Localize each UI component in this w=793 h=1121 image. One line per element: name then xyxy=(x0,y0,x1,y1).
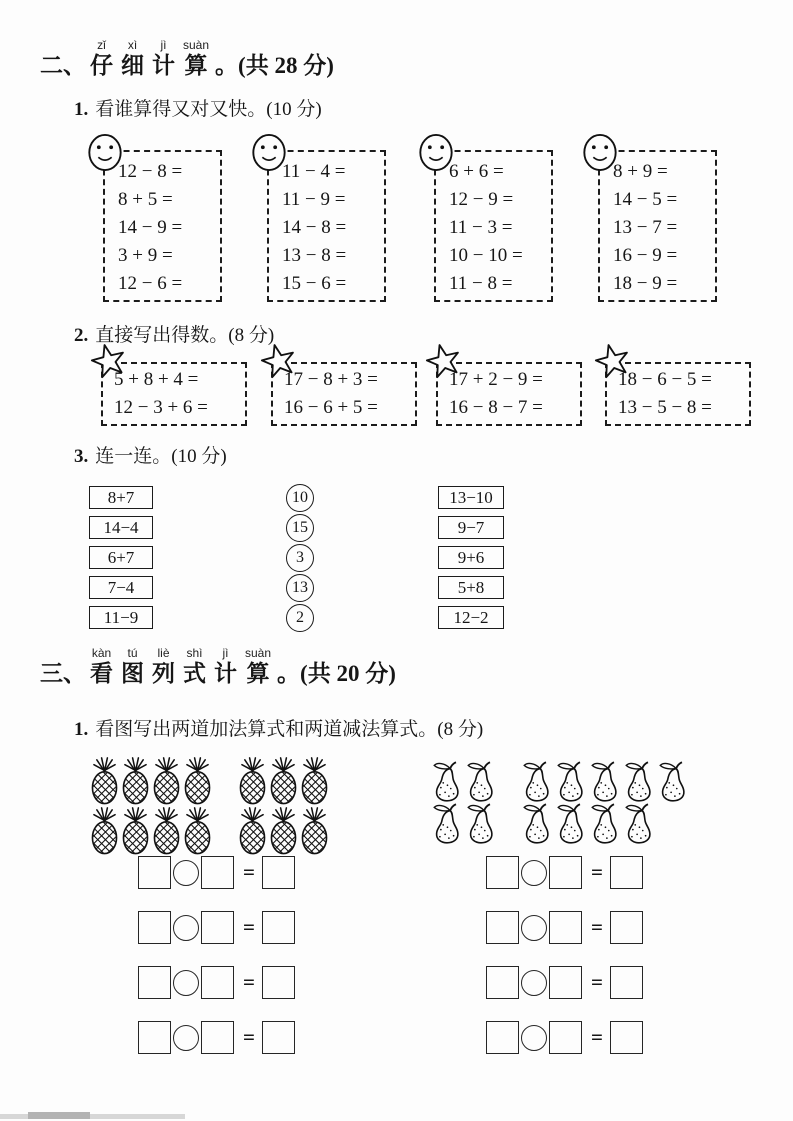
equation-second-number-box[interactable] xyxy=(549,911,582,944)
pinyin-label: liè xyxy=(157,646,170,660)
arithmetic-expression[interactable]: 6 + 6 = xyxy=(449,161,504,182)
section-two-heading xyxy=(40,38,334,79)
equation-answer-box[interactable] xyxy=(610,1021,643,1054)
arithmetic-expression[interactable]: 18 − 9 = xyxy=(613,273,678,294)
section-two-title-word xyxy=(90,38,113,79)
heading-character: 列 xyxy=(152,661,175,686)
pear-icon xyxy=(520,760,554,802)
q2-answer-box-1[interactable] xyxy=(101,362,247,426)
section-two-title-word xyxy=(183,38,209,79)
q2-answer-box-4[interactable] xyxy=(605,362,751,426)
equation-answer-box[interactable] xyxy=(610,966,643,999)
arithmetic-expression[interactable]: 16 − 9 = xyxy=(613,245,678,266)
arithmetic-expression[interactable]: 12 − 8 = xyxy=(118,161,183,182)
pineapple-icon xyxy=(237,756,268,806)
section-two-ordinal: 二、 xyxy=(40,53,86,78)
arithmetic-expression[interactable]: 15 − 6 = xyxy=(282,273,347,294)
equals-sign: = xyxy=(243,1025,255,1049)
pineapple-icon xyxy=(268,806,299,856)
pear-icon xyxy=(554,802,588,844)
equation-row xyxy=(138,856,295,889)
pear-row xyxy=(430,760,498,802)
arithmetic-expression[interactable]: 12 − 9 = xyxy=(449,189,514,210)
smiley-face-icon xyxy=(581,132,619,173)
section-two-title-word xyxy=(121,38,144,79)
heading-character: 看 xyxy=(90,661,113,686)
equation-operator-circle[interactable] xyxy=(521,915,547,941)
arithmetic-expression[interactable]: 8 + 5 = xyxy=(118,189,173,210)
arithmetic-expression[interactable]: 16 − 6 + 5 = xyxy=(284,397,378,418)
equation-row xyxy=(138,1021,295,1054)
equation-first-number-box[interactable] xyxy=(138,966,171,999)
section-three-title-word xyxy=(245,646,271,687)
q1-number: 1. xyxy=(74,99,89,120)
heading-character: 计 xyxy=(214,661,237,686)
pear-icon xyxy=(588,760,622,802)
star-icon xyxy=(593,341,632,381)
q2-answer-box-3[interactable] xyxy=(436,362,582,426)
pinyin-label: jì xyxy=(160,38,167,52)
pineapple-icon xyxy=(237,806,268,856)
pineapple-row xyxy=(89,756,213,806)
arithmetic-expression[interactable]: 14 − 5 = xyxy=(613,189,678,210)
q1-answer-box-4[interactable] xyxy=(598,150,717,302)
match-expression-box[interactable]: 8+7 xyxy=(89,486,153,509)
arithmetic-expression[interactable]: 8 + 9 = xyxy=(613,161,668,182)
pear-equations-column xyxy=(486,856,643,1054)
q1-answer-box-2[interactable] xyxy=(267,150,386,302)
section-three-points: 。(共 20 分) xyxy=(277,661,396,686)
equation-second-number-box[interactable] xyxy=(201,911,234,944)
section3-q1-text: 看图写出两道加法算式和两道减法算式。(8 分) xyxy=(95,719,484,740)
equation-first-number-box[interactable] xyxy=(486,856,519,889)
pinyin-label: jì xyxy=(222,646,229,660)
equation-second-number-box[interactable] xyxy=(549,966,582,999)
arithmetic-expression[interactable]: 11 − 8 = xyxy=(449,273,513,294)
equation-operator-circle[interactable] xyxy=(521,970,547,996)
pineapple-icon xyxy=(151,756,182,806)
match-expression-box[interactable]: 14−4 xyxy=(89,516,153,539)
equation-operator-circle[interactable] xyxy=(521,860,547,886)
equation-operator-circle[interactable] xyxy=(521,1025,547,1051)
equation-operator-circle[interactable] xyxy=(173,860,199,886)
equation-first-number-box[interactable] xyxy=(486,911,519,944)
pear-icon xyxy=(622,760,656,802)
equation-second-number-box[interactable] xyxy=(201,966,234,999)
pineapple-icon xyxy=(89,756,120,806)
equation-row xyxy=(486,856,643,889)
pear-row xyxy=(520,802,690,844)
equation-operator-circle[interactable] xyxy=(173,915,199,941)
arithmetic-expression[interactable]: 12 − 3 + 6 = xyxy=(114,397,208,418)
match-middle-column xyxy=(286,484,314,632)
arithmetic-expression[interactable]: 11 − 3 = xyxy=(449,217,513,238)
match-expression-box[interactable]: 7−4 xyxy=(89,576,153,599)
star-icon xyxy=(89,341,128,381)
equation-answer-box[interactable] xyxy=(262,911,295,944)
pineapple-icon xyxy=(120,756,151,806)
equals-sign: = xyxy=(243,970,255,994)
arithmetic-expression[interactable]: 12 − 6 = xyxy=(118,273,183,294)
equation-second-number-box[interactable] xyxy=(201,856,234,889)
heading-character: 计 xyxy=(152,53,175,78)
pineapple-equations-column xyxy=(138,856,295,1054)
match-number-circle[interactable]: 2 xyxy=(286,604,314,632)
equation-first-number-box[interactable] xyxy=(138,911,171,944)
q3-number: 3. xyxy=(74,446,89,467)
match-expression-box[interactable]: 9−7 xyxy=(438,516,504,539)
heading-character: 算 xyxy=(184,53,208,78)
q1-answer-box-1[interactable] xyxy=(103,150,222,302)
pineapple-icon xyxy=(151,806,182,856)
section-three-ordinal: 三、 xyxy=(40,661,86,686)
pineapple-icon xyxy=(182,756,213,806)
equation-row xyxy=(486,1021,643,1054)
q3-text: 连一连。(10 分) xyxy=(95,446,227,467)
section3-q1-label xyxy=(74,714,483,741)
section-two-title-word xyxy=(152,38,175,79)
section-two-points: 。(共 28 分) xyxy=(215,53,334,78)
q3-label xyxy=(74,441,227,468)
equation-row xyxy=(138,966,295,999)
equals-sign: = xyxy=(243,860,255,884)
star-icon xyxy=(424,341,463,381)
arithmetic-expression[interactable]: 14 − 9 = xyxy=(118,217,183,238)
match-number-circle[interactable]: 10 xyxy=(286,484,314,512)
pear-group xyxy=(520,760,690,844)
pinyin-label: suàn xyxy=(245,646,272,660)
pineapple-icon xyxy=(182,806,213,856)
arithmetic-expression[interactable]: 10 − 10 = xyxy=(449,245,523,266)
equals-sign: = xyxy=(591,915,603,939)
pinyin-label: kàn xyxy=(91,646,112,660)
section-three-title-word xyxy=(121,646,144,687)
smiley-face-icon xyxy=(86,132,124,173)
equation-row xyxy=(486,911,643,944)
equation-answer-box[interactable] xyxy=(610,856,643,889)
section-three-heading xyxy=(40,646,396,687)
heading-character: 式 xyxy=(183,661,206,686)
arithmetic-expression[interactable]: 13 − 7 = xyxy=(613,217,678,238)
match-expression-box[interactable]: 6+7 xyxy=(89,546,153,569)
arithmetic-expression[interactable]: 16 − 8 − 7 = xyxy=(449,397,543,418)
pear-icon xyxy=(622,802,656,844)
arithmetic-expression[interactable]: 17 + 2 − 9 = xyxy=(449,369,543,390)
equation-first-number-box[interactable] xyxy=(138,1021,171,1054)
pineapple-group xyxy=(237,756,330,856)
pineapple-icon xyxy=(299,756,330,806)
q1-text: 看谁算得又对又快。(10 分) xyxy=(95,99,322,120)
section-three-title-word xyxy=(214,646,237,687)
equation-second-number-box[interactable] xyxy=(201,1021,234,1054)
equation-second-number-box[interactable] xyxy=(549,1021,582,1054)
section-three-title-word xyxy=(152,646,175,687)
pear-icon xyxy=(430,802,464,844)
pear-icon xyxy=(464,760,498,802)
q2-text: 直接写出得数。(8 分) xyxy=(95,325,275,346)
pinyin-label: shì xyxy=(186,646,203,660)
equation-answer-box[interactable] xyxy=(262,856,295,889)
pineapple-icon xyxy=(89,806,120,856)
pear-group xyxy=(430,760,498,844)
star-icon xyxy=(259,341,298,381)
pineapple-icon xyxy=(268,756,299,806)
pear-row xyxy=(520,760,690,802)
pineapple-icon xyxy=(120,806,151,856)
equation-operator-circle[interactable] xyxy=(173,1025,199,1051)
pear-row xyxy=(430,802,498,844)
equation-operator-circle[interactable] xyxy=(173,970,199,996)
match-number-circle[interactable]: 13 xyxy=(286,574,314,602)
section-three-title-word xyxy=(90,646,113,687)
equals-sign: = xyxy=(591,860,603,884)
pinyin-label: suàn xyxy=(183,38,210,52)
match-expression-box[interactable]: 12−2 xyxy=(438,606,504,629)
equation-answer-box[interactable] xyxy=(610,911,643,944)
equation-answer-box[interactable] xyxy=(262,966,295,999)
smiley-face-icon xyxy=(417,132,455,173)
match-expression-box[interactable]: 9+6 xyxy=(438,546,504,569)
equation-row xyxy=(138,911,295,944)
equals-sign: = xyxy=(591,1025,603,1049)
equals-sign: = xyxy=(591,970,603,994)
heading-character: 细 xyxy=(121,53,144,78)
arithmetic-expression[interactable]: 14 − 8 = xyxy=(282,217,347,238)
heading-character: 图 xyxy=(121,661,144,686)
equation-row xyxy=(486,966,643,999)
heading-character: 仔 xyxy=(90,53,113,78)
arithmetic-expression[interactable]: 18 − 6 − 5 = xyxy=(618,369,712,390)
arithmetic-expression[interactable]: 13 − 5 − 8 = xyxy=(618,397,712,418)
pinyin-label: xì xyxy=(127,38,138,52)
match-right-column xyxy=(438,486,504,629)
pineapple-row xyxy=(237,806,330,856)
equation-first-number-box[interactable] xyxy=(138,856,171,889)
pineapple-icon xyxy=(299,806,330,856)
pear-icon xyxy=(554,760,588,802)
equation-second-number-box[interactable] xyxy=(549,856,582,889)
arithmetic-expression[interactable]: 17 − 8 + 3 = xyxy=(284,369,378,390)
match-expression-box[interactable]: 5+8 xyxy=(438,576,504,599)
q1-label xyxy=(74,94,322,121)
pear-icon xyxy=(430,760,464,802)
pear-icon xyxy=(464,802,498,844)
match-left-column xyxy=(89,486,153,629)
arithmetic-expression[interactable]: 11 − 4 = xyxy=(282,161,346,182)
equation-answer-box[interactable] xyxy=(262,1021,295,1054)
equation-first-number-box[interactable] xyxy=(486,966,519,999)
arithmetic-expression[interactable]: 5 + 8 + 4 = xyxy=(114,369,199,390)
match-number-circle[interactable]: 15 xyxy=(286,514,314,542)
pear-icon xyxy=(656,760,690,802)
pineapple-row xyxy=(237,756,330,806)
arithmetic-expression[interactable]: 3 + 9 = xyxy=(118,245,173,266)
arithmetic-expression[interactable]: 13 − 8 = xyxy=(282,245,347,266)
scan-smudge-dark xyxy=(28,1112,90,1119)
match-expression-box[interactable]: 11−9 xyxy=(89,606,153,629)
equals-sign: = xyxy=(243,915,255,939)
arithmetic-expression[interactable]: 11 − 9 = xyxy=(282,189,346,210)
match-expression-box[interactable]: 13−10 xyxy=(438,486,504,509)
smiley-face-icon xyxy=(250,132,288,173)
match-number-circle[interactable]: 3 xyxy=(286,544,314,572)
heading-character: 算 xyxy=(246,661,270,686)
pinyin-label: zǐ xyxy=(97,38,106,52)
equation-first-number-box[interactable] xyxy=(486,1021,519,1054)
pineapple-group xyxy=(89,756,213,856)
q2-number: 2. xyxy=(74,325,89,346)
pinyin-label: tú xyxy=(127,646,138,660)
q2-answer-box-2[interactable] xyxy=(271,362,417,426)
q1-answer-box-3[interactable] xyxy=(434,150,553,302)
section3-q1-number: 1. xyxy=(74,719,89,740)
pear-icon xyxy=(588,802,622,844)
pineapple-row xyxy=(89,806,213,856)
section-three-title-word xyxy=(183,646,206,687)
pear-icon xyxy=(520,802,554,844)
